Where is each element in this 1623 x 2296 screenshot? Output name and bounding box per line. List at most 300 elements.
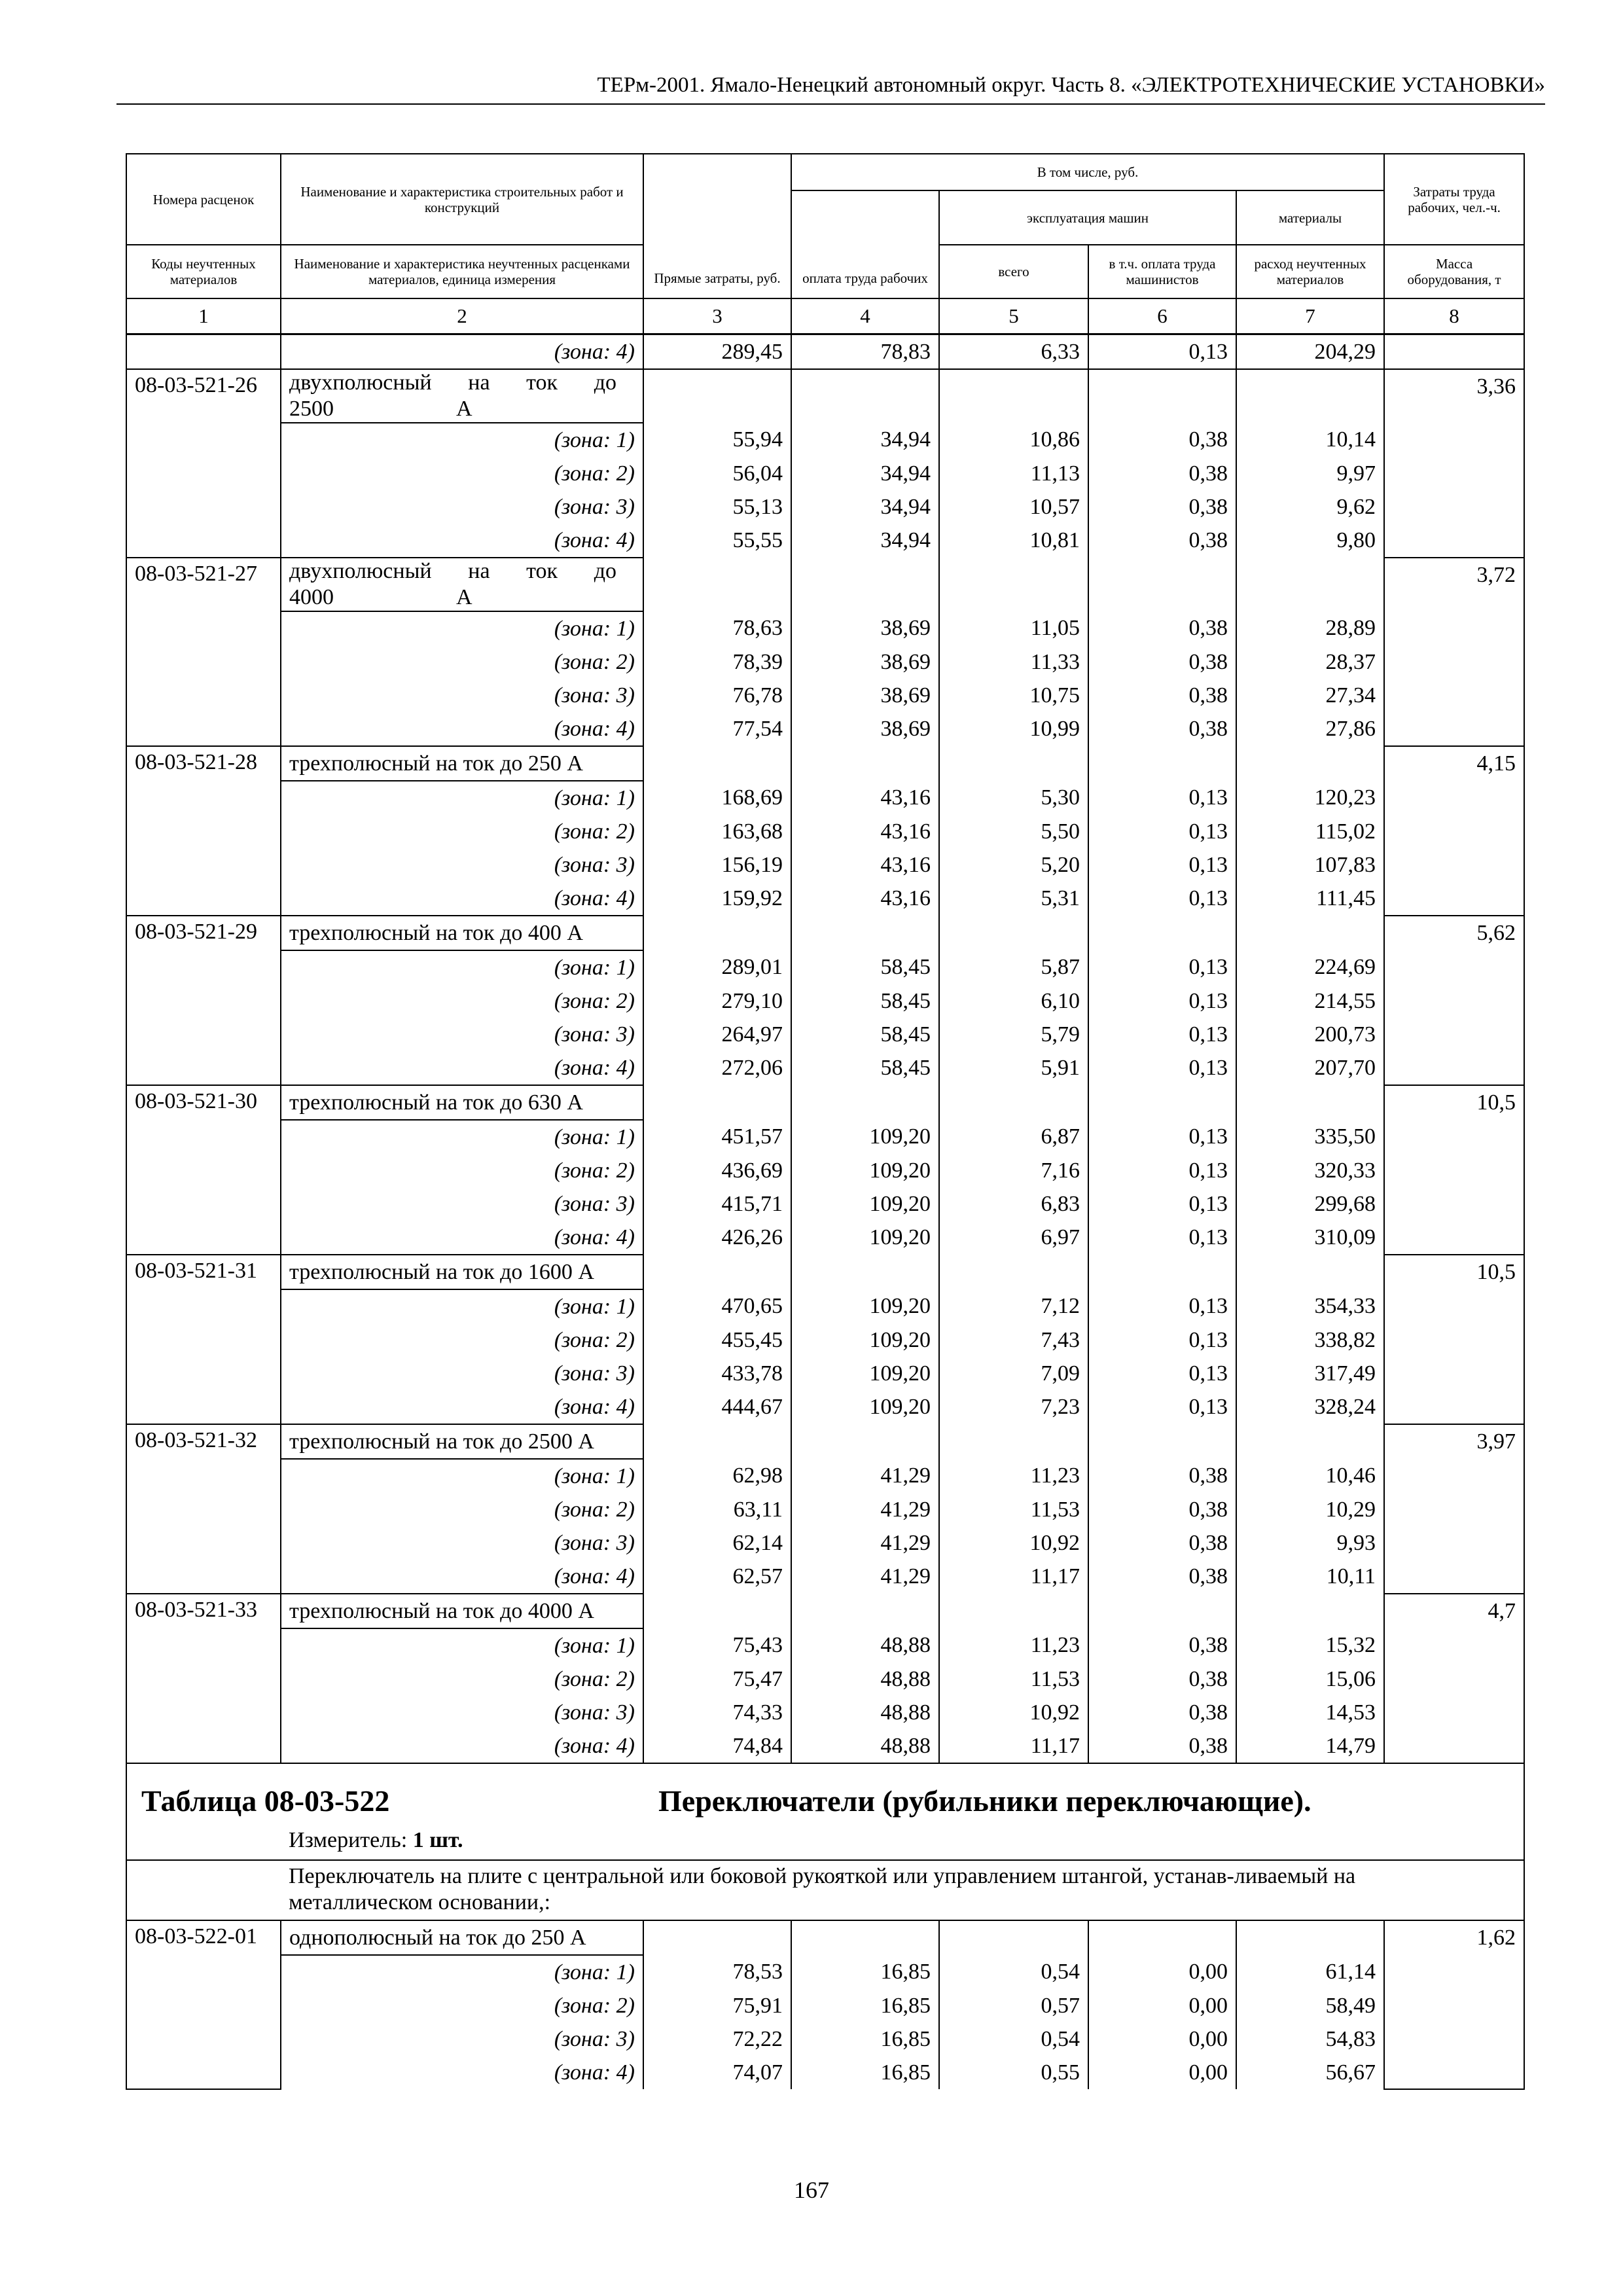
- materials-cost: [1236, 746, 1384, 781]
- worker-pay: 41,29: [791, 1493, 939, 1526]
- materials-cost: 14,79: [1236, 1729, 1384, 1763]
- machines-total: 7,09: [939, 1357, 1088, 1390]
- zone-label: (зона: 4): [281, 1051, 643, 1085]
- machines-total: [939, 916, 1088, 950]
- rate-code: 08-03-521-33: [126, 1594, 281, 1763]
- materials-cost: 9,80: [1236, 524, 1384, 558]
- worker-pay: 58,45: [791, 984, 939, 1018]
- materials-cost: 317,49: [1236, 1357, 1384, 1390]
- table-header: [126, 154, 1524, 334]
- direct-cost: 75,47: [643, 1662, 791, 1696]
- operator-pay: 0,38: [1088, 524, 1236, 558]
- worker-pay: 43,16: [791, 815, 939, 848]
- worker-pay: 34,94: [791, 490, 939, 524]
- machines-total: 7,43: [939, 1323, 1088, 1357]
- operator-pay: 0,13: [1088, 1390, 1236, 1424]
- rate-code: 08-03-521-29: [126, 916, 281, 1085]
- zone-row: [126, 679, 1524, 712]
- header-unaccounted-materials: расход неучтенных материалов: [1236, 245, 1384, 298]
- worker-pay: 41,29: [791, 1526, 939, 1560]
- machines-total: 6,83: [939, 1187, 1088, 1221]
- materials-cost: 207,70: [1236, 1051, 1384, 1085]
- zone-label: (зона: 2): [281, 1662, 643, 1696]
- operator-pay: 0,13: [1088, 950, 1236, 984]
- worker-pay: 58,45: [791, 1051, 939, 1085]
- direct-cost: [643, 558, 791, 611]
- direct-cost: 279,10: [643, 984, 791, 1018]
- labor-cost: [1384, 334, 1524, 370]
- zone-label: (зона: 1): [281, 950, 643, 984]
- header-worker-pay: оплата труда рабочих: [791, 190, 939, 298]
- operator-pay: [1088, 1594, 1236, 1628]
- zone-label: (зона: 2): [281, 1323, 643, 1357]
- machines-total: [939, 558, 1088, 611]
- header-work-name: Наименование и характеристика строительных работ и конструкций: [281, 154, 643, 245]
- zone-row: [126, 1526, 1524, 1560]
- rate-row: [126, 1085, 1524, 1120]
- machines-total: 10,75: [939, 679, 1088, 712]
- operator-pay: 0,13: [1088, 882, 1236, 916]
- machines-total: 5,31: [939, 882, 1088, 916]
- operator-pay: 0,38: [1088, 1729, 1236, 1763]
- direct-cost: [643, 1594, 791, 1628]
- materials-cost: 115,02: [1236, 815, 1384, 848]
- materials-cost: [1236, 1085, 1384, 1120]
- column-number: 6: [1088, 298, 1236, 334]
- labor-cost: 10,5: [1384, 1085, 1524, 1255]
- worker-pay: 43,16: [791, 848, 939, 882]
- zone-row: [126, 1696, 1524, 1729]
- materials-cost: [1236, 558, 1384, 611]
- operator-pay: [1088, 1255, 1236, 1289]
- direct-cost: 56,04: [643, 457, 791, 490]
- operator-pay: 0,13: [1088, 1120, 1236, 1154]
- zone-row: [126, 1187, 1524, 1221]
- rate-name: трехполюсный на ток до 400 А: [281, 916, 643, 950]
- materials-cost: 354,33: [1236, 1289, 1384, 1323]
- machines-total: [939, 1085, 1088, 1120]
- worker-pay: 34,94: [791, 457, 939, 490]
- zone-row: [126, 1120, 1524, 1154]
- direct-cost: 78,63: [643, 611, 791, 645]
- operator-pay: 0,13: [1088, 1289, 1236, 1323]
- machines-total: 11,53: [939, 1662, 1088, 1696]
- header-equipment-mass: Масса оборудования, т: [1384, 245, 1524, 298]
- operator-pay: 0,38: [1088, 712, 1236, 746]
- zone-label: (зона: 2): [281, 815, 643, 848]
- rate-name: трехполюсный на ток до 630 А: [281, 1085, 643, 1120]
- rate-row: [126, 1594, 1524, 1628]
- direct-cost: 74,84: [643, 1729, 791, 1763]
- rate-row: [126, 916, 1524, 950]
- zone-row: [126, 848, 1524, 882]
- worker-pay: [791, 1255, 939, 1289]
- materials-cost: 224,69: [1236, 950, 1384, 984]
- machines-total: 0,54: [939, 1955, 1088, 1989]
- header-material-codes: Коды неучтенных материалов: [126, 245, 281, 298]
- header-machines: эксплуатация машин: [939, 190, 1236, 245]
- zone-row: [126, 1390, 1524, 1424]
- worker-pay: 41,29: [791, 1560, 939, 1594]
- rate-name: [281, 369, 643, 423]
- machines-total: 11,05: [939, 611, 1088, 645]
- direct-cost: 159,92: [643, 882, 791, 916]
- materials-cost: 10,11: [1236, 1560, 1384, 1594]
- machines-total: [939, 1920, 1088, 1955]
- machines-total: 7,16: [939, 1154, 1088, 1187]
- operator-pay: [1088, 746, 1236, 781]
- column-numbers-row: [126, 298, 1524, 334]
- materials-cost: 61,14: [1236, 1955, 1384, 1989]
- direct-cost: 470,65: [643, 1289, 791, 1323]
- machines-total: 5,91: [939, 1051, 1088, 1085]
- zone-label: (зона: 1): [281, 1459, 643, 1493]
- direct-cost: 76,78: [643, 679, 791, 712]
- materials-cost: 310,09: [1236, 1221, 1384, 1255]
- machines-total: 10,92: [939, 1696, 1088, 1729]
- materials-cost: 320,33: [1236, 1154, 1384, 1187]
- materials-cost: [1236, 1594, 1384, 1628]
- operator-pay: [1088, 1424, 1236, 1459]
- zone-row: [126, 524, 1524, 558]
- labor-cost: 1,62: [1384, 1920, 1524, 2089]
- machines-total: [939, 746, 1088, 781]
- zone-row: [126, 490, 1524, 524]
- operator-pay: 0,13: [1088, 1323, 1236, 1357]
- direct-cost: 72,22: [643, 2022, 791, 2056]
- operator-pay: [1088, 369, 1236, 423]
- direct-cost: 55,55: [643, 524, 791, 558]
- table-522-body: [126, 1920, 1524, 2089]
- materials-cost: 9,62: [1236, 490, 1384, 524]
- zone-row: [126, 1560, 1524, 1594]
- worker-pay: 109,20: [791, 1221, 939, 1255]
- machines-total: [939, 1255, 1088, 1289]
- machines-total: 11,23: [939, 1628, 1088, 1662]
- column-number: 3: [643, 298, 791, 334]
- carry-over-row: [126, 334, 1524, 370]
- labor-cost: 5,62: [1384, 916, 1524, 1085]
- machines-total: 5,30: [939, 781, 1088, 815]
- rate-code: 08-03-521-26: [126, 369, 281, 558]
- zone-row: [126, 1357, 1524, 1390]
- rates-table: [126, 153, 1525, 2090]
- direct-cost: [643, 1085, 791, 1120]
- operator-pay: 0,13: [1088, 1187, 1236, 1221]
- zone-row: [126, 1323, 1524, 1357]
- direct-cost: 436,69: [643, 1154, 791, 1187]
- zone-label: (зона: 4): [281, 334, 643, 370]
- direct-cost: [643, 1424, 791, 1459]
- worker-pay: 48,88: [791, 1628, 939, 1662]
- materials-cost: 200,73: [1236, 1018, 1384, 1051]
- operator-pay: 0,13: [1088, 334, 1236, 370]
- worker-pay: [791, 1085, 939, 1120]
- column-number: 8: [1384, 298, 1524, 334]
- operator-pay: 0,38: [1088, 645, 1236, 679]
- machines-total: 11,17: [939, 1560, 1088, 1594]
- materials-cost: 107,83: [1236, 848, 1384, 882]
- worker-pay: [791, 746, 939, 781]
- zone-label: (зона: 4): [281, 1221, 643, 1255]
- column-number: 7: [1236, 298, 1384, 334]
- direct-cost: 168,69: [643, 781, 791, 815]
- page-number: 167: [794, 2177, 829, 2203]
- materials-cost: 10,14: [1236, 423, 1384, 457]
- machines-total: 7,23: [939, 1390, 1088, 1424]
- materials-cost: 15,32: [1236, 1628, 1384, 1662]
- zone-row: [126, 1289, 1524, 1323]
- machines-total: 5,87: [939, 950, 1088, 984]
- zone-label: (зона: 1): [281, 611, 643, 645]
- operator-pay: 0,13: [1088, 1051, 1236, 1085]
- machines-total: 6,10: [939, 984, 1088, 1018]
- rate-code: 08-03-522-01: [126, 1920, 281, 2089]
- materials-cost: 111,45: [1236, 882, 1384, 916]
- worker-pay: 16,85: [791, 1955, 939, 1989]
- worker-pay: 48,88: [791, 1729, 939, 1763]
- direct-cost: 55,94: [643, 423, 791, 457]
- zone-row: [126, 423, 1524, 457]
- operator-pay: 0,00: [1088, 2022, 1236, 2056]
- operator-pay: 0,13: [1088, 1221, 1236, 1255]
- worker-pay: 58,45: [791, 950, 939, 984]
- direct-cost: 75,91: [643, 1989, 791, 2022]
- worker-pay: 109,20: [791, 1390, 939, 1424]
- worker-pay: 38,69: [791, 645, 939, 679]
- operator-pay: 0,38: [1088, 457, 1236, 490]
- machines-total: 6,97: [939, 1221, 1088, 1255]
- rate-code: 08-03-521-27: [126, 558, 281, 746]
- operator-pay: 0,38: [1088, 1459, 1236, 1493]
- worker-pay: 41,29: [791, 1459, 939, 1493]
- zone-label: (зона: 1): [281, 781, 643, 815]
- zone-label: (зона: 3): [281, 1357, 643, 1390]
- rate-code: 08-03-521-30: [126, 1085, 281, 1255]
- materials-cost: 27,34: [1236, 679, 1384, 712]
- materials-cost: [1236, 1920, 1384, 1955]
- zone-row: [126, 2056, 1524, 2089]
- worker-pay: 109,20: [791, 1120, 939, 1154]
- materials-cost: 335,50: [1236, 1120, 1384, 1154]
- direct-cost: [643, 746, 791, 781]
- header-rule: [116, 103, 1545, 105]
- table-title-row: [126, 1763, 1524, 1823]
- worker-pay: 43,16: [791, 781, 939, 815]
- header-rate-numbers: Номера расценок: [126, 154, 281, 245]
- rate-name: трехполюсный на ток до 2500 А: [281, 1424, 643, 1459]
- header-material-names: Наименование и характеристика неучтенных расценками материалов, единица измерения: [281, 245, 643, 298]
- materials-cost: 299,68: [1236, 1187, 1384, 1221]
- materials-cost: [1236, 1424, 1384, 1459]
- machines-total: [939, 1424, 1088, 1459]
- zone-row: [126, 2022, 1524, 2056]
- header-materials: материалы: [1236, 190, 1384, 245]
- labor-cost: 4,7: [1384, 1594, 1524, 1763]
- zone-row: [126, 611, 1524, 645]
- rate-name: трехполюсный на ток до 1600 А: [281, 1255, 643, 1289]
- machines-total: 11,33: [939, 645, 1088, 679]
- worker-pay: 109,20: [791, 1323, 939, 1357]
- measure-row: [126, 1823, 1524, 1860]
- zone-label: (зона: 3): [281, 1696, 643, 1729]
- header-direct-costs: Прямые затраты, руб.: [643, 154, 791, 298]
- operator-pay: [1088, 916, 1236, 950]
- direct-cost: 78,53: [643, 1955, 791, 1989]
- direct-cost: 426,26: [643, 1221, 791, 1255]
- direct-cost: [643, 1255, 791, 1289]
- worker-pay: [791, 1594, 939, 1628]
- zone-row: [126, 457, 1524, 490]
- machines-total: 5,79: [939, 1018, 1088, 1051]
- rate-code: 08-03-521-28: [126, 746, 281, 916]
- direct-cost: [643, 916, 791, 950]
- direct-cost: 77,54: [643, 712, 791, 746]
- rate-name-text: двухполюсный на ток до 4000 А: [289, 559, 616, 609]
- operator-pay: 0,38: [1088, 1493, 1236, 1526]
- worker-pay: 16,85: [791, 2022, 939, 2056]
- zone-label: (зона: 2): [281, 1989, 643, 2022]
- rate-name-text: двухполюсный на ток до 2500 А: [289, 370, 616, 421]
- worker-pay: 34,94: [791, 524, 939, 558]
- zone-row: [126, 1662, 1524, 1696]
- direct-cost: 74,07: [643, 2056, 791, 2089]
- direct-cost: [643, 1920, 791, 1955]
- table-number: Таблица 08-03-522: [141, 1784, 390, 1818]
- operator-pay: 0,13: [1088, 1154, 1236, 1187]
- operator-pay: [1088, 1085, 1236, 1120]
- operator-pay: 0,38: [1088, 611, 1236, 645]
- zone-row: [126, 645, 1524, 679]
- machines-total: [939, 369, 1088, 423]
- materials-cost: 10,46: [1236, 1459, 1384, 1493]
- worker-pay: 109,20: [791, 1357, 939, 1390]
- worker-pay: [791, 558, 939, 611]
- operator-pay: 0,38: [1088, 1526, 1236, 1560]
- table-title: Переключатели (рубильники переключающие).: [658, 1784, 1311, 1818]
- machines-total: 11,17: [939, 1729, 1088, 1763]
- worker-pay: 78,83: [791, 334, 939, 370]
- operator-pay: 0,38: [1088, 423, 1236, 457]
- operator-pay: 0,13: [1088, 984, 1236, 1018]
- operator-pay: 0,38: [1088, 679, 1236, 712]
- rate-row: [126, 1255, 1524, 1289]
- materials-cost: [1236, 916, 1384, 950]
- rate-row: [126, 558, 1524, 611]
- machines-total: 11,13: [939, 457, 1088, 490]
- direct-cost: 75,43: [643, 1628, 791, 1662]
- direct-cost: 444,67: [643, 1390, 791, 1424]
- materials-cost: 120,23: [1236, 781, 1384, 815]
- materials-cost: 15,06: [1236, 1662, 1384, 1696]
- zone-row: [126, 1955, 1524, 1989]
- worker-pay: 34,94: [791, 423, 939, 457]
- code-cell: [126, 334, 281, 370]
- direct-cost: 156,19: [643, 848, 791, 882]
- header-machines-total: всего: [939, 245, 1088, 298]
- zone-label: (зона: 3): [281, 848, 643, 882]
- machines-total: 5,50: [939, 815, 1088, 848]
- header-labor-costs: Затраты труда рабочих, чел.-ч.: [1384, 154, 1524, 245]
- zone-label: (зона: 4): [281, 2056, 643, 2089]
- section-title: Переключатель на плите с центральной или боковой рукояткой или управлением штангой, устанав-ливаемый на металлическом основании,:: [281, 1860, 1524, 1920]
- labor-cost: 3,72: [1384, 558, 1524, 746]
- column-number: 1: [126, 298, 281, 334]
- direct-cost: 451,57: [643, 1120, 791, 1154]
- zone-row: [126, 1051, 1524, 1085]
- zone-label: (зона: 3): [281, 1526, 643, 1560]
- column-number: 4: [791, 298, 939, 334]
- zone-label: (зона: 2): [281, 645, 643, 679]
- direct-cost: 272,06: [643, 1051, 791, 1085]
- worker-pay: 16,85: [791, 2056, 939, 2089]
- direct-cost: 264,97: [643, 1018, 791, 1051]
- worker-pay: 38,69: [791, 679, 939, 712]
- operator-pay: 0,00: [1088, 1989, 1236, 2022]
- zone-row: [126, 882, 1524, 916]
- materials-cost: 27,86: [1236, 712, 1384, 746]
- zone-row: [126, 1729, 1524, 1763]
- worker-pay: [791, 1920, 939, 1955]
- zone-row: [126, 984, 1524, 1018]
- machines-total: 0,57: [939, 1989, 1088, 2022]
- zone-row: [126, 1989, 1524, 2022]
- worker-pay: [791, 916, 939, 950]
- rate-code: 08-03-521-32: [126, 1424, 281, 1594]
- worker-pay: 48,88: [791, 1696, 939, 1729]
- operator-pay: 0,38: [1088, 1628, 1236, 1662]
- labor-cost: 3,97: [1384, 1424, 1524, 1594]
- labor-cost: 3,36: [1384, 369, 1524, 558]
- materials-cost: 328,24: [1236, 1390, 1384, 1424]
- zone-row: [126, 815, 1524, 848]
- zone-row: [126, 1154, 1524, 1187]
- worker-pay: 109,20: [791, 1187, 939, 1221]
- materials-cost: 9,97: [1236, 457, 1384, 490]
- machines-total: 10,81: [939, 524, 1088, 558]
- zone-label: (зона: 2): [281, 1154, 643, 1187]
- direct-cost: 433,78: [643, 1357, 791, 1390]
- operator-pay: 0,00: [1088, 2056, 1236, 2089]
- zone-row: [126, 1493, 1524, 1526]
- machines-total: 6,33: [939, 334, 1088, 370]
- operator-pay: 0,13: [1088, 815, 1236, 848]
- worker-pay: [791, 1424, 939, 1459]
- machines-total: 0,55: [939, 2056, 1088, 2089]
- machines-total: [939, 1594, 1088, 1628]
- direct-cost: 78,39: [643, 645, 791, 679]
- operator-pay: [1088, 1920, 1236, 1955]
- materials-cost: 9,93: [1236, 1526, 1384, 1560]
- direct-cost: 163,68: [643, 815, 791, 848]
- machines-total: 5,20: [939, 848, 1088, 882]
- rate-name: трехполюсный на ток до 4000 А: [281, 1594, 643, 1628]
- zone-label: (зона: 4): [281, 1390, 643, 1424]
- zone-label: (зона: 2): [281, 984, 643, 1018]
- labor-cost: 10,5: [1384, 1255, 1524, 1424]
- materials-cost: 10,29: [1236, 1493, 1384, 1526]
- header-operator-pay: в т.ч. оплата труда машинистов: [1088, 245, 1236, 298]
- zone-label: (зона: 1): [281, 1955, 643, 1989]
- rate-name: однополюсный на ток до 250 А: [281, 1920, 643, 1955]
- machines-total: 10,92: [939, 1526, 1088, 1560]
- zone-label: (зона: 2): [281, 1493, 643, 1526]
- operator-pay: 0,13: [1088, 781, 1236, 815]
- zone-label: (зона: 1): [281, 1289, 643, 1323]
- direct-cost: 62,98: [643, 1459, 791, 1493]
- rate-name: трехполюсный на ток до 250 А: [281, 746, 643, 781]
- worker-pay: 43,16: [791, 882, 939, 916]
